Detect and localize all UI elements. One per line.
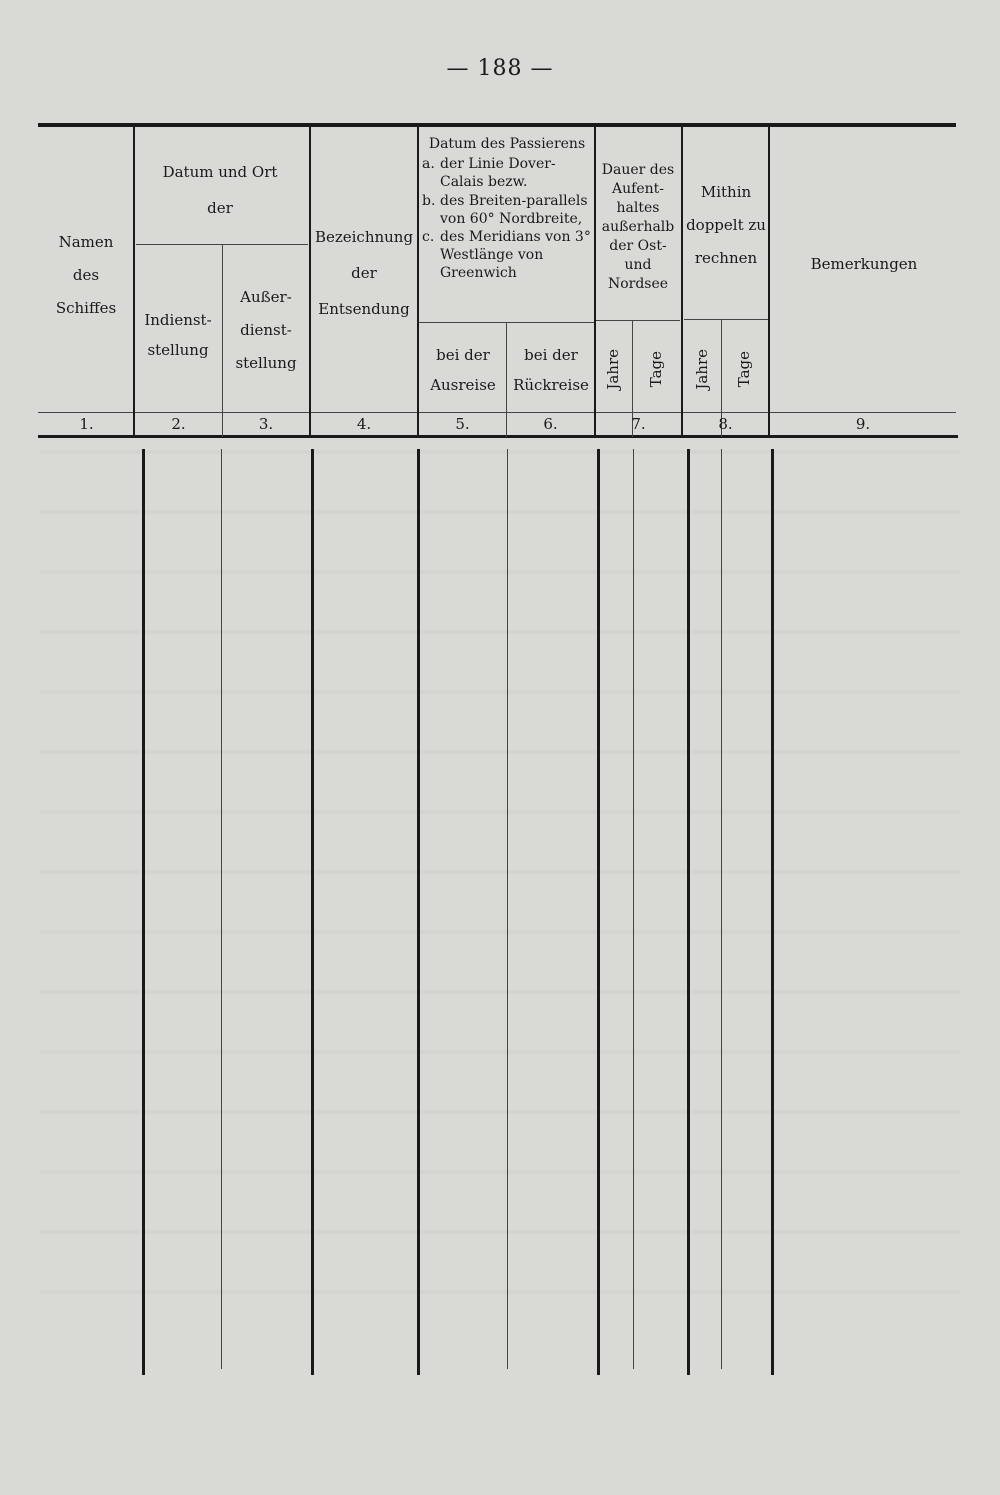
vrule-2-body bbox=[221, 449, 222, 1369]
header-col8-days bbox=[724, 330, 766, 408]
header-passing-title: Datum des Passierens bbox=[428, 136, 586, 152]
column-number: 8. bbox=[718, 415, 733, 434]
vrule-1-header bbox=[133, 127, 135, 437]
vrule-9-body bbox=[721, 449, 722, 1369]
header-date-place-group: Datum und Ort der bbox=[162, 163, 278, 217]
header-col6-return: bei der Rückreise bbox=[513, 346, 589, 394]
header-col7-years bbox=[598, 330, 630, 408]
passing-item-text: des Meridians von 3° Westlänge von Greenwich bbox=[440, 228, 591, 282]
passing-item-label: a. bbox=[422, 156, 435, 173]
vrule-6-body bbox=[597, 449, 600, 1375]
header-col9-remarks: Bemerkungen bbox=[810, 255, 918, 274]
vrule-4-body bbox=[417, 449, 420, 1375]
column-number: 9. bbox=[855, 415, 871, 434]
vrule-4-header bbox=[417, 127, 419, 437]
rule-under-passing-title bbox=[419, 322, 595, 323]
column-number: 6. bbox=[543, 415, 558, 434]
vrule-3-header bbox=[309, 127, 311, 437]
passing-item-text: des Breiten-parallels von 60° Nordbreite, bbox=[440, 192, 588, 227]
col8-days-label: Tage bbox=[735, 350, 754, 388]
passing-item-text: der Linie Dover-Calais bezw. bbox=[440, 156, 556, 191]
vrule-3-body bbox=[311, 449, 314, 1375]
rule-above-column-numbers bbox=[38, 412, 956, 413]
header-col7-duration: Dauer des Aufent-haltes außerhalb der Ost- und Nordsee bbox=[601, 162, 675, 292]
column-number: 1. bbox=[79, 415, 94, 434]
column-number: 7. bbox=[631, 415, 646, 434]
vrule-8-body bbox=[687, 449, 690, 1375]
column-number: 5. bbox=[455, 415, 470, 434]
paper-texture bbox=[40, 450, 960, 1350]
col8-years-label: Jahre bbox=[693, 348, 712, 390]
header-col8-years bbox=[686, 330, 720, 408]
rule-under-col8-title bbox=[684, 319, 768, 320]
vrule-8-header bbox=[681, 127, 683, 437]
passing-item-c bbox=[422, 228, 592, 283]
table-top-rule bbox=[38, 123, 956, 127]
header-col3-decommissioning: Außer-dienst-stellung bbox=[235, 287, 297, 372]
column-number: 2. bbox=[171, 415, 186, 434]
vrule-2-header bbox=[222, 244, 223, 437]
header-col7-days bbox=[636, 330, 678, 408]
vrule-5-body bbox=[507, 449, 508, 1369]
header-col1-ship-name: Namen des Schiffes bbox=[55, 232, 117, 317]
vrule-1-body bbox=[142, 449, 145, 1375]
header-passing-block bbox=[422, 135, 592, 315]
passing-item-label: c. bbox=[422, 228, 435, 245]
vrule-7-body bbox=[633, 449, 634, 1369]
col7-years-label: Jahre bbox=[604, 348, 623, 390]
passing-item-b bbox=[422, 192, 592, 228]
header-col2-commissioning: Indienst-stellung bbox=[144, 311, 212, 359]
rule-under-col7-title bbox=[596, 320, 680, 321]
vrule-10-header bbox=[768, 127, 770, 437]
page-number: — 188 — bbox=[446, 56, 554, 81]
header-col4-deployment: Bezeichnung der Entsendung bbox=[314, 227, 414, 318]
col7-days-label: Tage bbox=[647, 350, 666, 388]
passing-item-a bbox=[422, 155, 592, 191]
vrule-10-body bbox=[771, 449, 774, 1375]
header-col5-outbound: bei der Ausreise bbox=[430, 346, 496, 394]
column-number: 4. bbox=[356, 415, 372, 434]
column-number: 3. bbox=[258, 415, 274, 434]
header-col8-double: Mithin doppelt zu rechnen bbox=[686, 182, 766, 267]
passing-item-label: b. bbox=[422, 192, 436, 209]
vrule-6-header bbox=[594, 127, 596, 437]
